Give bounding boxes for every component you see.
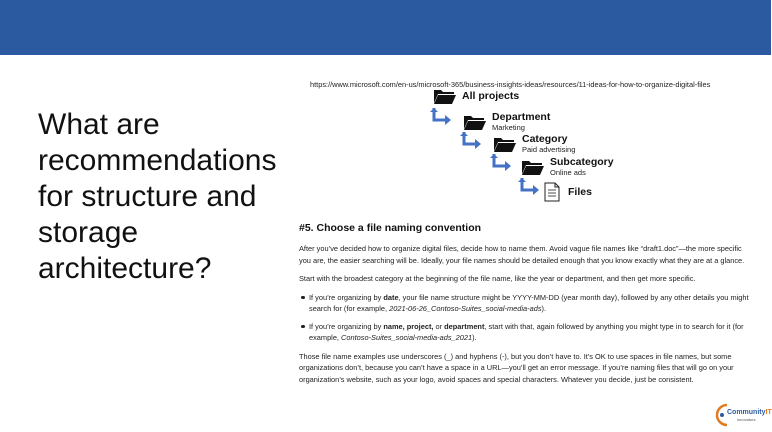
node-sublabel: Paid advertising bbox=[522, 145, 576, 154]
node-label: Files bbox=[568, 185, 592, 198]
tree-node-category bbox=[494, 134, 575, 154]
title-line: What are bbox=[38, 108, 160, 141]
article-paragraph: Start with the broadest category at the beginning of the file name, like the year or department, and then get more specific. bbox=[299, 274, 696, 283]
node-label: Department bbox=[492, 111, 551, 123]
node-label: Category bbox=[522, 133, 568, 145]
article-paragraph: After you’ve decided how to organize digital files, decide how to name them. Avoid vague file names like “draft1.doc”—the more specific you are, the easier searching will be. Ideally, your file names should be detailed enough that you know exactly what they are at a glance. bbox=[299, 244, 745, 265]
folder-icon bbox=[522, 159, 544, 175]
list-item: If you’re organizing by name, project, or department, start with that, again followed by anything you might type in to search for it (for example, Contoso-Suites_social-media-ads_2021). bbox=[299, 321, 749, 344]
node-sublabel: Marketing bbox=[492, 123, 525, 132]
tree-node-all-projects bbox=[434, 88, 519, 104]
folder-hierarchy-diagram bbox=[430, 86, 730, 206]
arrow-icon bbox=[490, 154, 512, 172]
node-sublabel: Online ads bbox=[550, 168, 586, 177]
title-line: recommendations bbox=[38, 144, 277, 177]
folder-icon bbox=[464, 114, 486, 130]
article-excerpt bbox=[299, 222, 749, 392]
node-label: All projects bbox=[462, 89, 520, 102]
community-it-logo bbox=[713, 400, 771, 430]
title-line: storage bbox=[38, 216, 139, 249]
article-bullet-list bbox=[299, 292, 749, 344]
tree-node-files bbox=[544, 182, 592, 202]
article-paragraph: Those file name examples use underscores (_) and hyphens (-), but you don’t have to. It’s OK to use spaces in file names, but some organizations don’t, because you can’t have a space in a URL—you’ll get an error message. If you’re naming files that will go on your organization’s website, such as your logo, avoid spaces and special characters. Whatever you decide, just be consistent. bbox=[299, 351, 734, 384]
title-line: architecture? bbox=[38, 252, 212, 285]
logo-tagline: innovators bbox=[737, 417, 756, 422]
folder-icon bbox=[434, 88, 456, 104]
header-band bbox=[0, 0, 771, 55]
node-label: Subcategory bbox=[550, 156, 614, 168]
document-icon bbox=[544, 182, 560, 202]
folder-icon bbox=[494, 136, 516, 152]
title-line: for structure and bbox=[38, 180, 257, 213]
arrow-icon bbox=[430, 108, 452, 126]
source-url[interactable]: https://www.microsoft.com/en-us/microsoft-365/business-insights-ideas/resources/11-ideas-for-how-to-organize-digital-files bbox=[310, 80, 711, 89]
arrow-icon bbox=[460, 132, 482, 150]
slide-title bbox=[38, 107, 288, 287]
list-item: If you’re organizing by date, your file name structure might be YYYY-MM-DD (year month day), followed by any other details you might search for (for example, 2021-06-26_Contoso-Suites_social-media-ads). bbox=[299, 292, 749, 315]
arrow-icon bbox=[518, 178, 540, 196]
logo-wordmark: CommunityIT bbox=[727, 409, 772, 416]
tree-node-department bbox=[464, 112, 550, 132]
article-heading: #5. Choose a file naming convention bbox=[299, 222, 482, 234]
tree-node-subcategory bbox=[522, 157, 614, 177]
